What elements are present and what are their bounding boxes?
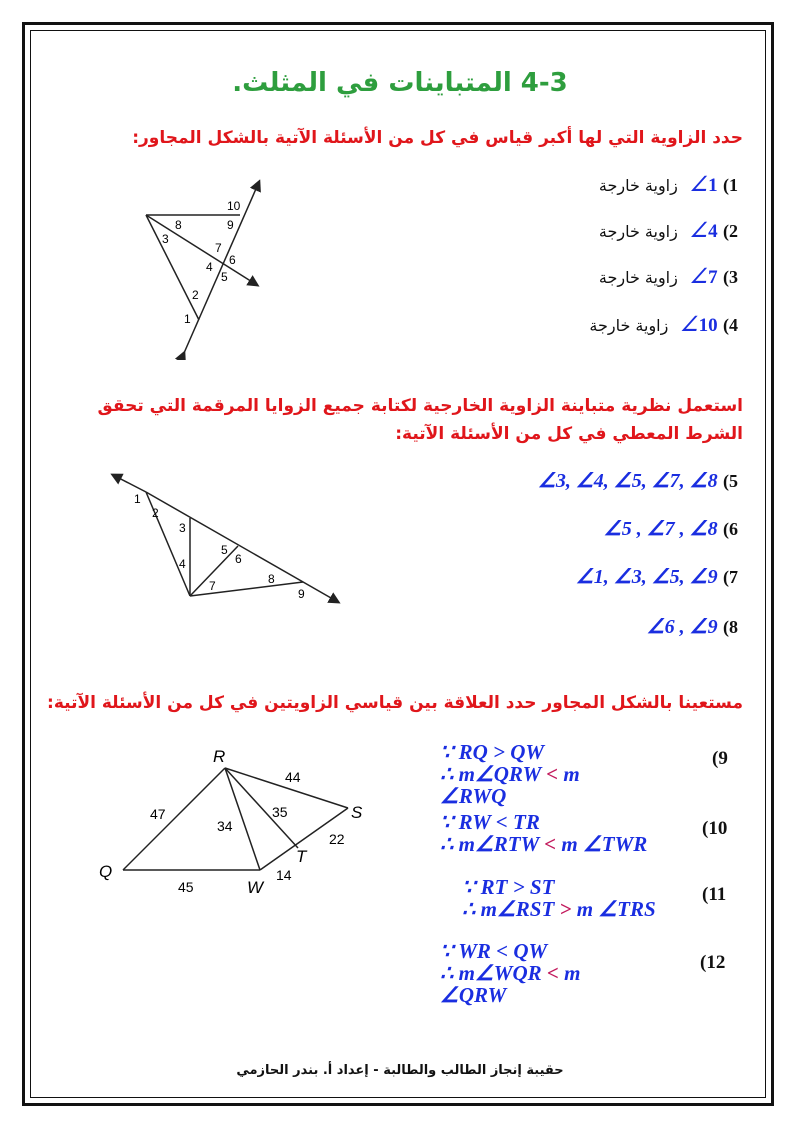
fig1-label-6: 6 [229, 253, 236, 267]
fig2-top-side [146, 492, 338, 602]
fig3-segment-RQ [123, 768, 225, 870]
fig1-label-9: 9 [227, 218, 234, 232]
question-10-relation: ∵ RW < TR ∴ m∠RTW < m ∠TWR [440, 810, 648, 856]
question-5: 5) ∠3, ∠4, ∠5, ∠7, ∠8 [537, 470, 738, 492]
question-9-number: (9 [712, 748, 728, 769]
fig1-label-4: 4 [206, 260, 213, 274]
fig2-label-1: 1 [134, 492, 141, 506]
fig3-length-RW: 34 [217, 818, 233, 834]
fig2-label-6: 6 [235, 552, 242, 566]
fig2-label-5: 5 [221, 543, 228, 557]
question-10-number: (10 [702, 818, 728, 839]
question-4: 4) 10∠ زاوية خارجة [589, 312, 738, 336]
fig2-label-8: 8 [268, 572, 275, 586]
question-12-relation: ∵ WR < QW ∴ m∠WQR < m ∠QRW [440, 939, 581, 1007]
section3-instruction: مستعينا بالشكل المجاور حدد العلاقة بين قياسي الزاويتين في كل من الأسئلة الآتية: [47, 693, 743, 713]
fig1-label-10: 10 [227, 199, 241, 213]
fig3-length-WT: 14 [276, 867, 292, 883]
page-title: 4-3 المتباينات في المثلث. [232, 68, 568, 98]
fig1-label-7: 7 [215, 241, 222, 255]
question-6: 6) ∠5 , ∠7 , ∠8 [603, 518, 738, 540]
fig3-length-QW: 45 [178, 879, 194, 895]
fig1-left-side [146, 215, 199, 320]
question-11-relation: ∵ RT > ST ∴ m∠RST > m ∠TRS [462, 875, 656, 921]
fig1-label-3: 3 [162, 232, 169, 246]
question-8: 8) ∠6 , ∠9 [646, 616, 738, 638]
fig3-vertex-R: R [213, 747, 226, 766]
fig1-label-1: 1 [184, 312, 191, 326]
fig3-length-RS: 44 [285, 769, 301, 785]
page-footer: حقيبة إنجاز الطالب والطالبة - إعداد أ. بندر الحازمي [236, 1063, 564, 1078]
fig2-label-4: 4 [179, 557, 186, 571]
fig3-vertex-S: S [351, 803, 363, 822]
fig2-bottom-side [190, 582, 303, 596]
fig2-label-2: 2 [152, 506, 159, 520]
question-12-number: (12 [700, 952, 726, 973]
fig2-top-extension [113, 475, 146, 492]
figure-quadrilateral [95, 740, 385, 900]
question-1: 1) 1∠ زاوية خارجة [598, 172, 738, 196]
question-11-number: (11 [702, 884, 727, 905]
fig2-label-3: 3 [179, 521, 186, 535]
fig1-long-line [184, 182, 259, 353]
section1-instruction: حدد الزاوية التي لها أكبر قياس في كل من الأسئلة الآتية بالشكل المجاور: [132, 128, 743, 148]
question-2: 2) 4∠ زاوية خارجة [598, 218, 738, 242]
fig2-label-7: 7 [209, 579, 216, 593]
fig1-label-8: 8 [175, 218, 182, 232]
figure-triangle-angles [108, 470, 348, 610]
fig3-vertex-T: T [296, 847, 307, 866]
fig1-label-5: 5 [221, 270, 228, 284]
question-7: 7) ∠1, ∠3, ∠5, ∠9 [575, 566, 738, 588]
question-3: 3) 7∠ زاوية خارجة [598, 264, 738, 288]
fig3-length-ST: 22 [329, 831, 345, 847]
fig1-label-2: 2 [192, 288, 199, 302]
section2-instruction-line1: استعمل نظرية متباينة الزاوية الخارجية لكتابة جميع الزوايا المرقمة التي تحقق [97, 396, 743, 416]
section2-instruction-line2: الشرط المعطي في كل من الأسئلة الآتية: [395, 424, 743, 444]
fig3-vertex-W: W [247, 878, 264, 897]
figure-exterior-angles [140, 175, 270, 360]
fig3-length-RQ: 47 [150, 806, 166, 822]
fig3-vertex-Q: Q [99, 862, 113, 881]
fig3-length-RT: 35 [272, 804, 288, 820]
fig2-label-9: 9 [298, 587, 305, 601]
question-9-relation: ∵ RQ > QW ∴ m∠QRW < m ∠RWQ [440, 740, 580, 808]
